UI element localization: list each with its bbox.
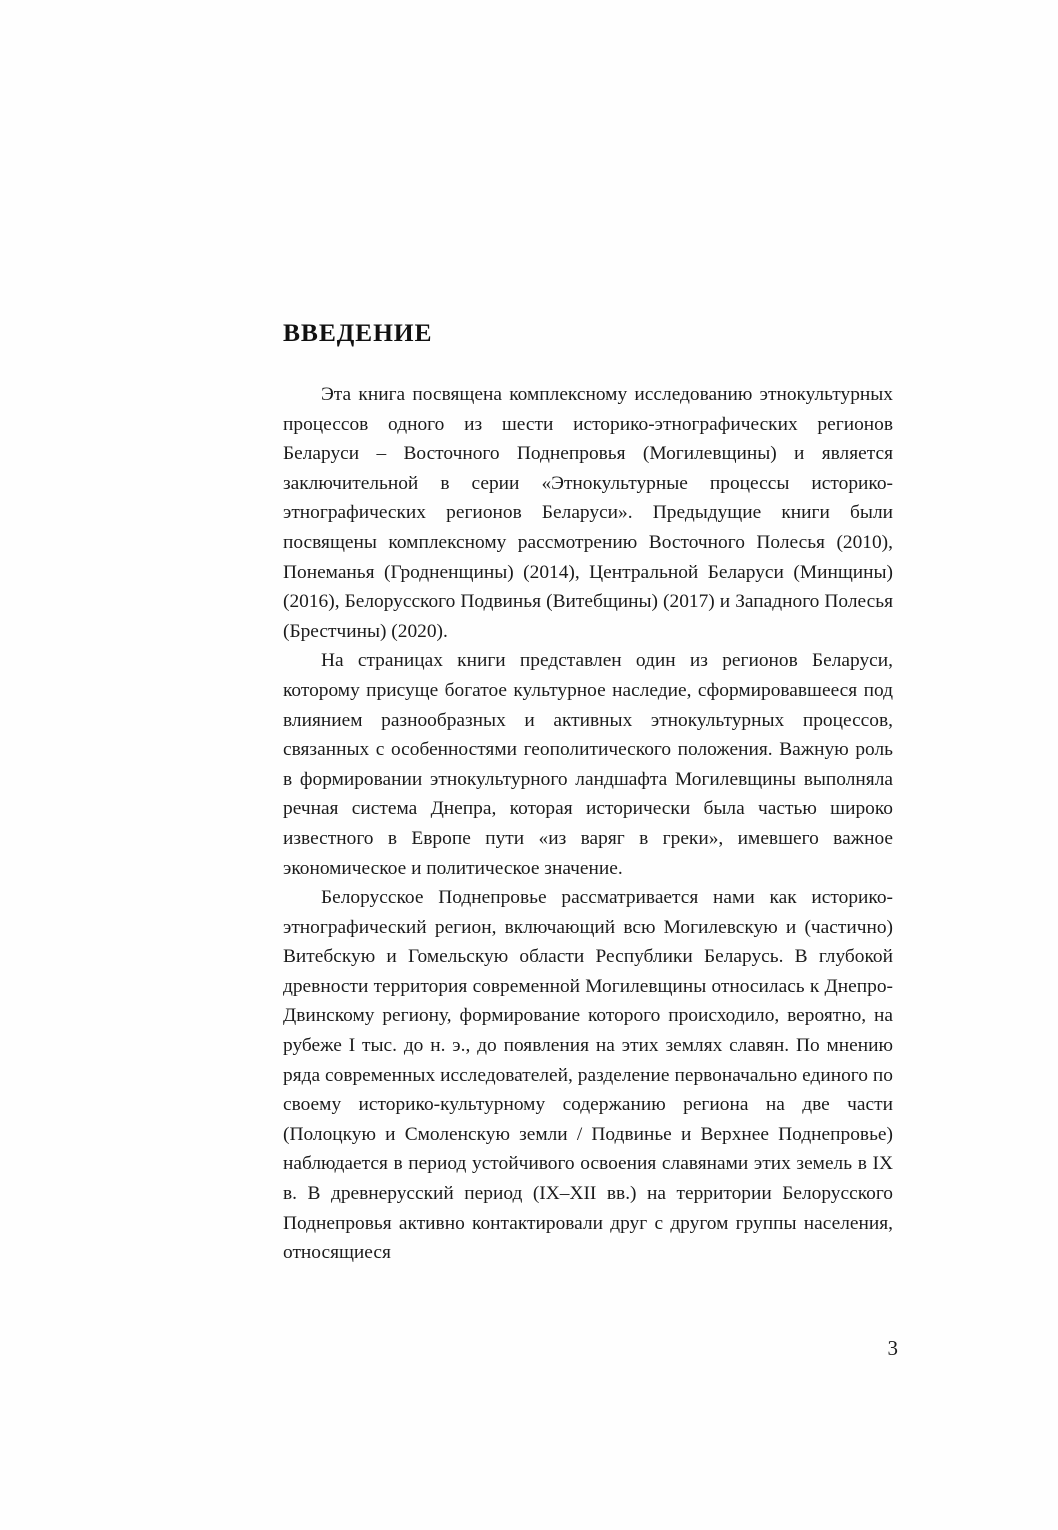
paragraph: Эта книга посвящена комплексному исследованию этнокультурных процессов одного из шести историко-этнографических регионов Беларуси – Восточного Поднепровья (Могилевщины) и является заключительной в серии «Этнокультурные процессы историко-этнографических регионов Беларуси». Предыдущие книги были посвящены комплексному рассмотрению Восточного Полесья (2010), Понеманья (Гродненщины) (2014), Центральной Беларуси (Минщины) (2016), Белорусского Подвинья (Витебщины) (2017) и Западного Полесья (Брестчины) (2020). — [283, 384, 893, 642]
paragraph: Белорусское Поднепровье рассматривается нами как историко-этнографический регион, включающий всю Могилевскую и (частично) Витебскую и Гомельскую области Республики Беларусь. В глубокой древности территория современной Могилевщины относилась к Днепро-Двинскому региону, формирование которого происходило, вероятно, на рубеже I тыс. до н. э., до появления на этих землях славян. По мнению ряда современных исследователей, разделение первоначально единого по своему историко-культурному содержанию региона на две части (Полоцкую и Смоленскую земли / Подвинье и Верхнее Поднепровье) наблюдается в период устойчивого освоения славянами этих земель в IX в. В древнерусский период (IX–XII вв.) на территории Белорусского Поднепровья активно контактировали друг с другом группы населения, относящиеся — [283, 887, 893, 1264]
page-number: 3 — [887, 1336, 898, 1360]
page-title: ВВЕДЕНИЕ — [283, 318, 433, 347]
text-column — [283, 318, 893, 1268]
paragraph: На страницах книги представлен один из регионов Беларуси, которому присуще богатое культурное наследие, сформировавшееся под влиянием разнообразных и активных этнокультурных процессов, связанных с особенностями геополитического положения. Важную роль в формировании этнокультурного ландшафта Могилевщины выполняла речная система Днепра, которая исторически была частью широко известного в Европе пути «из варяг в греки», имевшего важное экономическое и политическое значение. — [283, 650, 893, 879]
